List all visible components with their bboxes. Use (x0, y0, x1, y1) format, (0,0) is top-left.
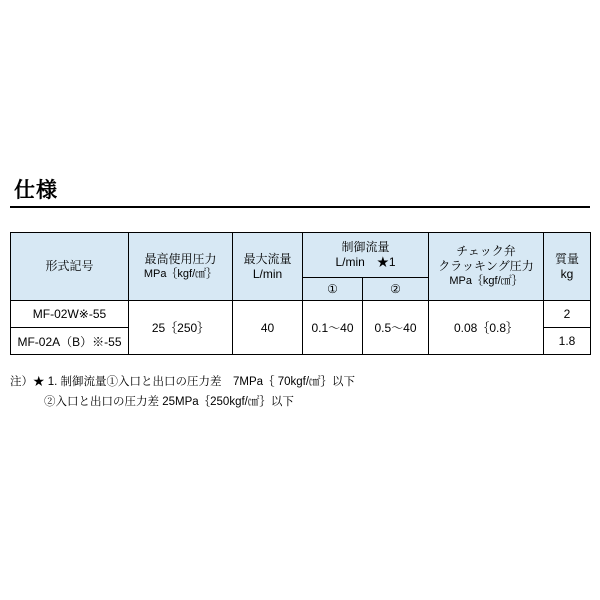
cell-control-flow-1: 0.1～40 (303, 301, 363, 355)
cell-model: MF-02W※-55 (11, 301, 129, 328)
header-mass (544, 233, 591, 301)
header-control-flow (303, 233, 429, 278)
cell-control-flow-2: 0.5～40 (363, 301, 429, 355)
cell-max-flow: 40 (233, 301, 303, 355)
header-check-valve-line3: MPa｛kgf/㎠｝ (449, 275, 523, 287)
header-check-valve (429, 233, 544, 301)
table-row (11, 301, 591, 328)
section-heading (10, 178, 590, 208)
header-max-pressure (129, 233, 233, 301)
header-max-flow-line1: 最大流量 (243, 251, 292, 266)
header-check-valve-line2: クラッキング圧力 (438, 259, 534, 273)
header-max-pressure-line2: MPa｛kgf/㎠｝ (143, 267, 218, 280)
header-control-flow-line2: L/min ★1 (335, 255, 396, 269)
heading-divider (10, 206, 590, 208)
note-line-2: ②入口と出口の圧力差 25MPa｛250kgf/㎠｝以下 (44, 396, 294, 408)
header-mass-line2: kg (560, 266, 574, 281)
header-control-flow-sub-2: ② (363, 278, 429, 301)
header-mass-line1: 質量 (554, 251, 579, 266)
cell-model: MF-02A（B）※-55 (11, 328, 129, 355)
table-notes (10, 372, 590, 412)
cell-mass: 2 (544, 301, 591, 328)
page-title: 仕様 (14, 179, 58, 202)
cell-mass: 1.8 (544, 328, 591, 355)
cell-check-valve: 0.08｛0.8｝ (429, 301, 544, 355)
header-model: 形式記号 (11, 233, 129, 301)
header-max-flow-line2: L/min (252, 266, 283, 281)
specification-table (10, 232, 591, 355)
cell-max-pressure: 25｛250｝ (129, 301, 233, 355)
header-control-flow-sub-1: ① (303, 278, 363, 301)
header-control-flow-line1: 制御流量 (341, 240, 390, 254)
header-check-valve-line1: チェック弁 (456, 244, 516, 258)
header-max-flow (233, 233, 303, 301)
table-header-row-1 (11, 233, 591, 278)
header-max-pressure-line1: 最高使用圧力 (144, 251, 217, 266)
note-line-1: 注）★ 1. 制御流量①入口と出口の圧力差 7MPa｛ 70kgf/㎠｝以下 (10, 376, 356, 388)
